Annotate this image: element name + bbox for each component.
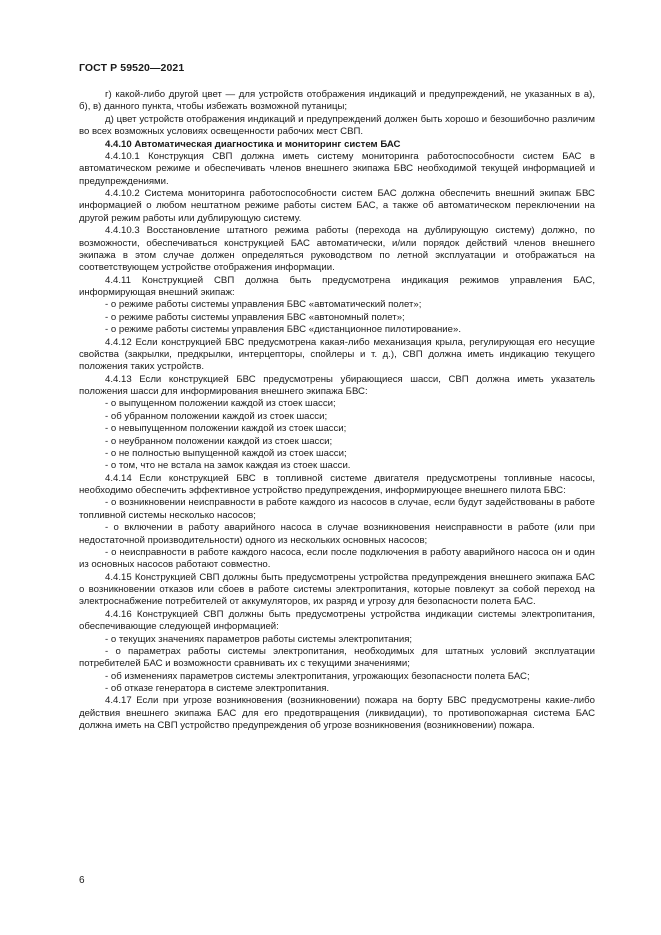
- paragraph: 4.4.10.3 Восстановление штатного режима работы (перехода на дублирующую систему) должно, по возможности, обеспечиваться конструкцией БАС автоматически, и/или порядок действий членов внешнего экипажа в этом случае должен определяться руководством по летной эксплуатации и отображаться на соответствующем устройстве отображения информации.: [79, 225, 595, 274]
- paragraph: - о режиме работы системы управления БВС «автоматический полет»;: [105, 299, 422, 311]
- paragraph: - о включении в работу аварийного насоса в случае возникновения неисправности в работе (или при недостаточной производительности) одного из нескольких основных насосов;: [79, 522, 595, 546]
- paragraph: - об убранном положении каждой из стоек шасси;: [105, 410, 328, 422]
- document-header: ГОСТ Р 59520—2021: [79, 62, 185, 74]
- paragraph: - о невыпущенном положении каждой из стоек шасси;: [105, 423, 347, 435]
- paragraph: г) какой-либо другой цвет — для устройств отображения индикаций и предупреждений, не указанных в а), б), в) данного пункта, чтобы избежать возможной путаницы;: [79, 89, 595, 113]
- paragraph: д) цвет устройств отображения индикаций и предупреждений должен быть хорошо и безошибочно различим во всех возможных условиях освещенности рабочих мест СВП.: [79, 113, 595, 138]
- paragraph: 4.4.10.1 Конструкция СВП должна иметь систему мониторинга работоспособности систем БАС в автоматическом режиме и обеспечивать членов внешнего экипажа БВС необходимой текущей информацией и предупреждениями.: [79, 150, 595, 187]
- paragraph: - об изменениях параметров системы электропитания, угрожающих безопасности полета БАС;: [105, 670, 530, 682]
- paragraph: - о режиме работы системы управления БВС «дистанционное пилотирование».: [105, 324, 461, 336]
- paragraph: 4.4.10.2 Система мониторинга работоспособности систем БАС должна обеспечить внешний экипаж БВС информацией о любом нештатном режиме работы систем БАС, а также об автоматическом переключении на другой режим работы или дублирующую систему.: [79, 188, 595, 224]
- paragraph: 4.4.17 Если при угрозе возникновения (возникновении) пожара на борту БВС предусмотрены какие-либо действия внешнего экипажа БАС для его предотвращения (ликвидации), то противопожарная система БАС должна иметь на СВП устройство предупреждения об угрозе возникновения (возникновении) пожара.: [79, 695, 595, 732]
- paragraph: - о неубранном положении каждой из стоек шасси;: [105, 435, 333, 447]
- paragraph: - о режиме работы системы управления БВС «автономный полет»;: [105, 311, 405, 323]
- paragraph: - о текущих значениях параметров работы системы электропитания;: [105, 633, 413, 645]
- page-number: 6: [79, 875, 85, 886]
- paragraph: 4.4.15 Конструкцией СВП должны быть предусмотрены устройства предупреждения внешнего экипажа БАС о возникновении отказов или сбоев в работе системы электропитания, которые повлекут за собой переход на электроснабжение потребителей от аккумуляторов, их разряд и угрозу для безопасности полета БАС.: [79, 571, 595, 608]
- paragraph: - об отказе генератора в системе электропитания.: [105, 683, 330, 694]
- paragraph: 4.4.13 Если конструкцией БВС предусмотрены убирающиеся шасси, СВП должна иметь указатель положения шасси для информирования внешнего экипажа БВС:: [79, 373, 595, 397]
- paragraph: - о не полностью выпущенной каждой из стоек шасси;: [105, 447, 347, 459]
- document-body: [79, 89, 595, 733]
- paragraph: 4.4.16 Конструкцией СВП должны быть предусмотрены устройства индикации системы электропитания, обеспечивающие следующей информацией:: [79, 608, 595, 633]
- section-heading: 4.4.10 Автоматическая диагностика и мониторинг систем БАС: [105, 138, 401, 150]
- paragraph: - о возникновении неисправности в работе каждого из насосов в случае, если будут задействованы в работе топливной системы несколько насосов;: [79, 497, 595, 521]
- paragraph: - о выпущенном положении каждой из стоек шасси;: [105, 398, 336, 410]
- paragraph: 4.4.11 Конструкцией СВП должна быть предусмотрена индикация режимов управления БАС, информирующая внешний экипаж:: [79, 274, 595, 298]
- paragraph: 4.4.14 Если конструкцией БВС в топливной системе двигателя предусмотрены топливные насосы, необходимо обеспечить эффективное устройство предупреждения, информирующее внешнего пилота БВС:: [79, 472, 595, 496]
- paragraph: - о параметрах работы системы электропитания, необходимых для штатных условий эксплуатации потребителей БАС и возможности сравнивать их с текущими значениями;: [79, 645, 595, 670]
- paragraph: - о том, что не встала на замок каждая из стоек шасси.: [105, 460, 351, 472]
- paragraph: - о неисправности в работе каждого насоса, если после подключения в работу аварийного насоса он и один из основных насосов работают совместно.: [79, 546, 595, 571]
- paragraph: 4.4.12 Если конструкцией БВС предусмотрена какая-либо механизация крыла, регулирующая его несущие свойства (закрылки, предкрылки, интерцепторы, спойлеры и т. д.), СВП должна иметь индикацию текущего положения таких устройств.: [79, 336, 595, 373]
